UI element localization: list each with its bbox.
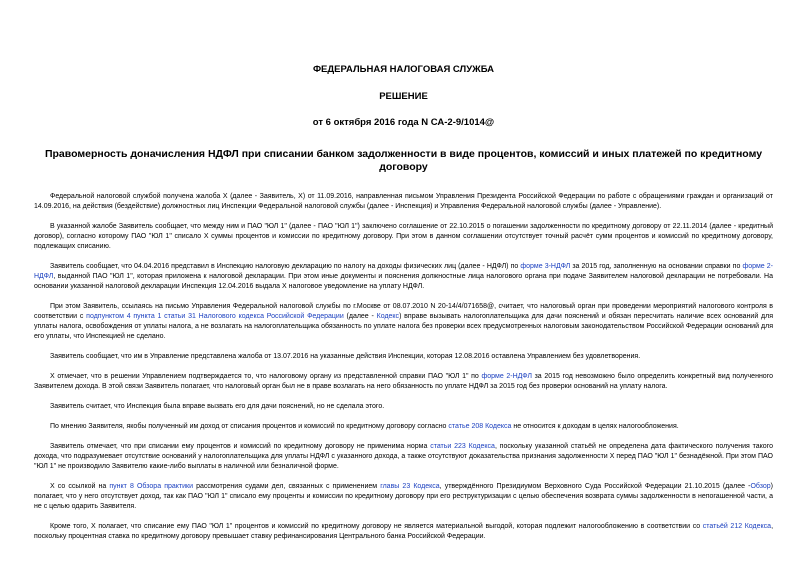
paragraph-text: В указанной жалобе Заявитель сообщает, что между ним и ПАО "ЮЛ 1" (далее - ПАО "ЮЛ 1") заключено соглашение от 22.10.2015 о погашении задолженности по кредитному договору от 22.11.2014 (далее - кредитный договор), согласно которому ПАО "ЮЛ 1" списало Х суммы процентов и комиссии по кредитному договору. При этом в данном соглашении отсутствует точный расчёт сумм процентов и комиссий по кредитному договору, подлежащих списанию.: [34, 223, 773, 250]
paragraph-text: Заявитель отмечает, что при списании ему процентов и комиссий по кредитному договору не применима норма: [50, 443, 431, 450]
document-link[interactable]: пункт 8 Обзора практики: [109, 483, 193, 490]
doc-type-title: РЕШЕНИЕ: [379, 91, 428, 102]
paragraph-text: Заявитель сообщает, что 04.04.2016 представил в Инспекцию налоговую декларацию по налогу на доходы физических лиц (далее - НДФЛ) по: [50, 263, 521, 270]
document-link[interactable]: статьёй 212 Кодекса: [702, 523, 772, 530]
document-link[interactable]: статье 208 Кодекса: [448, 423, 512, 430]
paragraph: [34, 222, 773, 252]
paragraph-text: ) полагает, что у него отсутствует доход, так как ПАО "ЮЛ 1" списало ему проценты и комиссии по кредитному договору при его реструктуризации с целью обеспечения возврата суммы задолженности в непогашенной части, а не с целью одарить Заявителя.: [34, 483, 773, 510]
paragraph-text: (далее -: [343, 313, 377, 320]
paragraph: [34, 402, 773, 412]
paragraph: [34, 192, 773, 212]
paragraph-text: Заявитель считает, что Инспекция была вправе вызвать его для дачи пояснений, но не сделала этого.: [50, 403, 385, 410]
paragraph: [34, 302, 773, 342]
paragraph-text: , поскольку процентная ставка по кредитному договору превышает ставку рефинансирования Центрального банка Российской Федерации.: [34, 523, 774, 540]
paragraph: [34, 442, 773, 472]
paragraph-text: По мнению Заявителя, якобы полученный им доход от списания процентов и комиссий по кредитному договору согласно: [50, 423, 449, 430]
paragraph-text: При этом Заявитель, ссылаясь на письмо Управления Федеральной налоговой службы по г.Москве от 08.07.2010 N 20-14/4/071658@, считает, что налоговый орган при проведении мероприятий налогового контроля в соответствии с: [34, 303, 773, 320]
paragraph: [34, 352, 773, 362]
paragraph-text: , поскольку указанной статьёй не определена дата фактического получения такого дохода, что подразумевает отсутствие оснований у налогоплательщика для уплаты НДФЛ с указанного дохода, а также отсутствуют доказательства признания задолженности Х перед ПАО "ЮЛ 1" безнадёжной. При этом ПАО "ЮЛ 1" не производило Заявителю какие-либо выплаты в наличной или безналичной форме.: [34, 443, 773, 470]
document-link[interactable]: форме 2-НДФЛ: [481, 373, 532, 380]
document-link[interactable]: форме 2-НДФЛ: [34, 263, 773, 280]
doc-number: от 6 октября 2016 года N СА-2-9/1014@: [312, 117, 495, 128]
paragraph-text: , утверждённого Президиумом Верховного Суда Российской Федерации 21.10.2015 (далее -: [439, 483, 751, 490]
paragraph-text: Х со ссылкой на: [50, 483, 110, 490]
paragraph-text: за 2015 год, заполненную на основании справки по: [570, 263, 743, 270]
paragraph-text: , выданной ПАО "ЮЛ 1", которая приложена к налоговой декларации. При этом иные документы и пояснения должностные лица налогового органа при подаче Заявителем налоговой декларации не потребовали. На основании указанной налоговой декларации Инспекция 12.04.2016 выдала Х налоговое уведомление на уплату НДФЛ.: [34, 273, 773, 290]
paragraph: [34, 482, 773, 512]
document-link[interactable]: форме 3-НДФЛ: [520, 263, 571, 270]
paragraph-text: не относится к доходам в целях налогообложения.: [511, 423, 679, 430]
doc-subject: Правомерность доначисления НДФЛ при списании банком задолженности в виде процентов, комиссий и иных платежей по кредитному договору: [44, 148, 763, 173]
document-link[interactable]: Кодекс: [376, 313, 400, 320]
paragraph: [34, 372, 773, 392]
document-link[interactable]: Обзор: [750, 483, 771, 490]
paragraph: [34, 522, 773, 542]
paragraph-text: Заявитель сообщает, что им в Управление представлена жалоба от 13.07.2016 на указанные действия Инспекции, которая 12.08.2016 оставлена Управлением без удовлетворения.: [50, 353, 641, 360]
paragraph-text: Федеральной налоговой службой получена жалоба Х (далее - Заявитель, Х) от 11.09.2016, направленная письмом Управления Президента Российской Федерации по работе с обращениями граждан и организаций от 14.09.2016, на действия (бездействие) должностных лиц Инспекции Федеральной налоговой службы (далее - Инспекция) и Управления Федеральной налоговой службы (далее - Управление).: [34, 193, 773, 210]
paragraph: [34, 262, 773, 292]
document-link[interactable]: подпунктом 4 пункта 1 статьи 31 Налогового кодекса Российской Федерации: [86, 313, 344, 320]
document-body: [34, 192, 773, 542]
paragraph-text: за 2015 год невозможно было определить конкретный вид полученного Заявителем дохода. В этой связи Заявитель полагает, что налоговый орган был не в праве возлагать на него обязанность по уплате НДФЛ за 2015 год без проверки оснований на уплату налога.: [34, 373, 773, 390]
paragraph-text: Кроме того, Х полагает, что списание ему ПАО "ЮЛ 1" процентов и комиссий по кредитному договору не является материальной выгодой, которая подлежит налогообложению в соответствии со: [50, 523, 703, 530]
document-link[interactable]: статьи 223 Кодекса: [430, 443, 495, 450]
document-link[interactable]: главы 23 Кодекса: [380, 483, 440, 490]
paragraph-text: Х отмечает, что в решении Управлением подтверждается то, что налоговому органу из представленной справки ПАО "ЮЛ 1" по: [50, 373, 482, 380]
paragraph: [34, 422, 773, 432]
paragraph-text: рассмотрения судами дел, связанных с применением: [193, 483, 381, 490]
org-title: ФЕДЕРАЛЬНАЯ НАЛОГОВАЯ СЛУЖБА: [312, 64, 495, 75]
paragraph-text: ) вправе вызывать налогоплательщика для дачи пояснений и обязан пересчитать наличие всех оснований для уплаты налога, освобождения от уплаты налога, а не возлагать на налогоплательщика обязанность по уплате налога без проверки всех предусмотренных налоговым законодательством Российской Федерации оснований для его уплаты, что Инспекцией не сделано.: [34, 313, 773, 340]
